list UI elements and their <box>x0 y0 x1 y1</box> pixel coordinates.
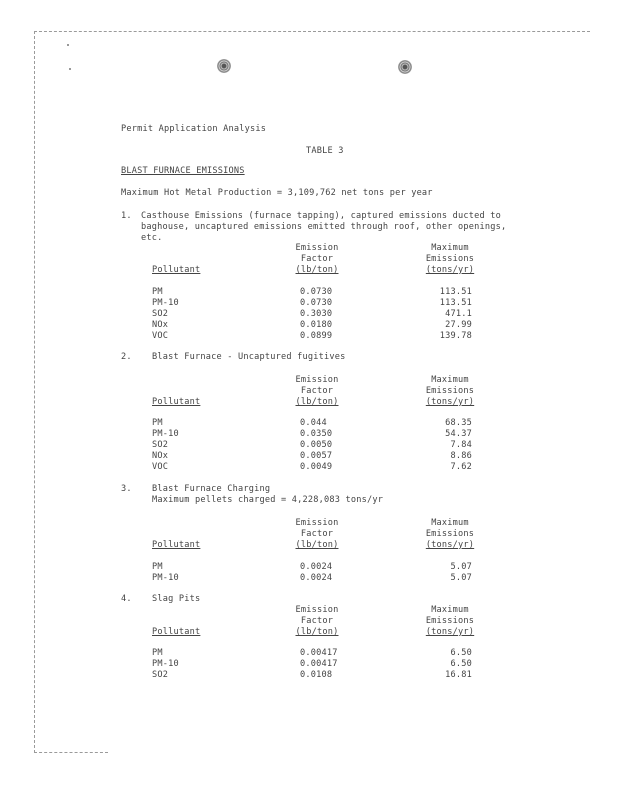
pollutant-cell: SO2 <box>152 309 169 319</box>
pollutant-cell: VOC <box>152 331 169 341</box>
col-header-emissions: Maximum <box>431 375 469 385</box>
col-header-factor: Emission <box>295 605 339 615</box>
emissions-cell: 6.50 <box>450 659 472 669</box>
emissions-cell: 16.81 <box>445 670 472 680</box>
factor-cell: 0.0730 <box>300 298 333 308</box>
punch-hole-left-icon <box>217 59 231 73</box>
emissions-cell: 27.99 <box>445 320 472 330</box>
section-title-line: etc. <box>141 233 163 243</box>
emissions-cell: 8.86 <box>450 451 472 461</box>
col-header-emissions: Emissions <box>425 386 475 396</box>
section-title-line: Maximum pellets charged = 4,228,083 tons/yr <box>152 495 384 505</box>
emissions-cell: 68.35 <box>445 418 472 428</box>
col-header-factor: Emission <box>295 518 339 528</box>
col-header-factor: Emission <box>295 243 339 253</box>
pollutant-cell: PM-10 <box>152 573 179 583</box>
factor-cell: 0.0108 <box>300 670 333 680</box>
col-header-emissions: Emissions <box>425 254 475 264</box>
factor-cell: 0.0050 <box>300 440 333 450</box>
col-header-emissions: Maximum <box>431 518 469 528</box>
col-header-pollutant: Pollutant <box>152 627 201 637</box>
page-border-top <box>34 31 590 32</box>
col-header-emissions: (tons/yr) <box>425 397 475 407</box>
factor-cell: 0.3030 <box>300 309 333 319</box>
section-title-line: Blast Furnace Charging <box>152 484 271 494</box>
doc-label: Permit Application Analysis <box>121 124 267 134</box>
emissions-cell: 113.51 <box>439 298 472 308</box>
col-header-emissions: Emissions <box>425 529 475 539</box>
col-header-factor: Factor <box>300 616 334 626</box>
pollutant-cell: VOC <box>152 462 169 472</box>
factor-cell: 0.0899 <box>300 331 333 341</box>
emissions-cell: 471.1 <box>445 309 472 319</box>
factor-cell: 0.0024 <box>300 562 333 572</box>
factor-cell: 0.00417 <box>300 659 338 669</box>
scan-speck <box>67 44 69 46</box>
production-note: Maximum Hot Metal Production = 3,109,762 net tons per year <box>121 188 433 198</box>
col-header-factor: (lb/ton) <box>295 627 339 637</box>
page-border-left <box>34 31 35 753</box>
col-header-factor: Factor <box>300 529 334 539</box>
col-header-emissions: Emissions <box>425 616 475 626</box>
factor-cell: 0.0730 <box>300 287 333 297</box>
factor-cell: 0.0350 <box>300 429 333 439</box>
col-header-factor: (lb/ton) <box>295 397 339 407</box>
col-header-factor: Factor <box>300 386 334 396</box>
section-title-line: Casthouse Emissions (furnace tapping), captured emissions ducted to <box>141 211 502 221</box>
col-header-emissions: (tons/yr) <box>425 265 475 275</box>
factor-cell: 0.0049 <box>300 462 333 472</box>
col-header-factor: Emission <box>295 375 339 385</box>
col-header-pollutant: Pollutant <box>152 540 201 550</box>
pollutant-cell: NOx <box>152 451 169 461</box>
emissions-cell: 6.50 <box>450 648 472 658</box>
section-number: 4. <box>121 594 132 604</box>
factor-cell: 0.00417 <box>300 648 338 658</box>
emissions-cell: 7.62 <box>450 462 472 472</box>
col-header-pollutant: Pollutant <box>152 397 201 407</box>
punch-hole-right-icon <box>398 60 412 74</box>
pollutant-cell: PM <box>152 287 163 297</box>
section-title-line: Slag Pits <box>152 594 201 604</box>
emissions-cell: 113.51 <box>439 287 472 297</box>
factor-cell: 0.044 <box>300 418 327 428</box>
section-number: 2. <box>121 352 132 362</box>
col-header-emissions: Maximum <box>431 605 469 615</box>
emissions-cell: 5.07 <box>450 573 472 583</box>
col-header-emissions: (tons/yr) <box>425 540 475 550</box>
pollutant-cell: PM <box>152 562 163 572</box>
pollutant-cell: PM <box>152 418 163 428</box>
pollutant-cell: PM-10 <box>152 429 179 439</box>
pollutant-cell: PM-10 <box>152 298 179 308</box>
emissions-cell: 54.37 <box>445 429 472 439</box>
section-number: 3. <box>121 484 132 494</box>
emissions-cell: 5.07 <box>450 562 472 572</box>
pollutant-cell: SO2 <box>152 440 169 450</box>
pollutant-cell: NOx <box>152 320 169 330</box>
emissions-cell: 139.78 <box>439 331 472 341</box>
emissions-cell: 7.84 <box>450 440 472 450</box>
scan-speck <box>69 68 71 70</box>
col-header-factor: Factor <box>300 254 334 264</box>
page-border-bottom <box>34 752 108 753</box>
pollutant-cell: SO2 <box>152 670 169 680</box>
factor-cell: 0.0057 <box>300 451 333 461</box>
factor-cell: 0.0180 <box>300 320 333 330</box>
factor-cell: 0.0024 <box>300 573 333 583</box>
section-number: 1. <box>121 211 132 221</box>
col-header-factor: (lb/ton) <box>295 265 339 275</box>
section-title: BLAST FURNACE EMISSIONS <box>121 166 245 176</box>
section-title-line: Blast Furnace - Uncaptured fugitives <box>152 352 346 362</box>
col-header-factor: (lb/ton) <box>295 540 339 550</box>
table-title: TABLE 3 <box>306 146 344 156</box>
col-header-emissions: (tons/yr) <box>425 627 475 637</box>
col-header-emissions: Maximum <box>431 243 469 253</box>
section-title-line: baghouse, uncaptured emissions emitted through roof, other openings, <box>141 222 507 232</box>
pollutant-cell: PM-10 <box>152 659 179 669</box>
col-header-pollutant: Pollutant <box>152 265 201 275</box>
pollutant-cell: PM <box>152 648 163 658</box>
